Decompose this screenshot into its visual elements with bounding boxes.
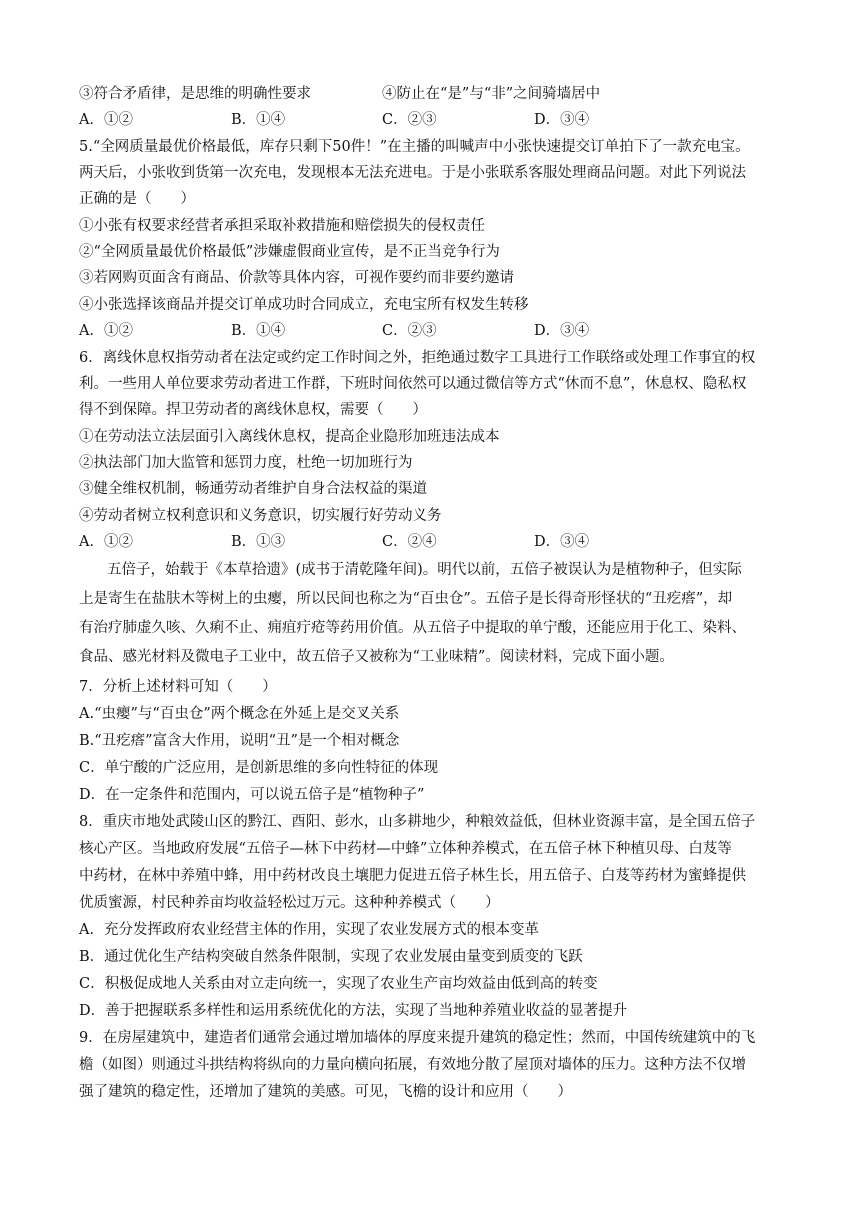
prev-option-b: B．①④ [231, 112, 286, 128]
q6-option-b: B．①③ [231, 534, 286, 550]
q6-option-c: C．②④ [382, 534, 437, 550]
q5-item-3: ③若网购页面含有商品、价款等具体内容，可视作要约而非要约邀请 [79, 270, 514, 286]
passage-line-4: 食品、感光材料及微电子工业中，故五倍子又被称为“工业味精”。阅读材料，完成下面小题。 [79, 649, 674, 665]
q6-item-1: ①在劳动法立法层面引入离线休息权，提高企业隐形加班违法成本 [79, 429, 500, 445]
q8-choice-c: C．积极促成地人关系由对立走向统一，实现了农业生产亩均效益由低到高的转变 [79, 976, 598, 992]
q9-stem-line-3: 强了建筑的稳定性，还增加了建筑的美感。可见，飞檐的设计和应用（ ） [79, 1084, 572, 1100]
q7-choice-d: D．在一定条件和范围内，可以说五倍子是“植物种子” [79, 787, 425, 803]
prev-option-a: A．①② [79, 112, 133, 128]
q9-stem-line-1: 9．在房屋建筑中，建造者们通常会通过增加墙体的厚度来提升建筑的稳定性；然而，中国传统建筑中的飞 [79, 1030, 756, 1046]
prev-option-c: C．②③ [382, 112, 437, 128]
q5-stem-line-3: 正确的是（ ） [79, 191, 195, 207]
prev-option-d: D．③④ [534, 112, 590, 128]
q8-choice-a: A．充分发挥政府农业经营主体的作用，实现了农业发展方式的根本变革 [79, 922, 539, 938]
q8-stem-line-1: 8．重庆市地处武陵山区的黔江、酉阳、彭水，山多耕地少，种粮效益低，但林业资源丰富，是全国五倍子 [79, 814, 756, 830]
passage-line-1: 五倍子，始载于《本草拾遗》(成书于清乾隆年间)。明代以前，五倍子被误认为是植物种子，但实际 [107, 562, 742, 578]
q5-item-2: ②“全网质量最优价格最低”涉嫌虚假商业宣传，是不正当竞争行为 [79, 244, 500, 260]
q7-choice-c: C．单宁酸的广泛应用，是创新思维的多向性特征的体现 [79, 760, 439, 776]
q8-choice-b: B．通过优化生产结构突破自然条件限制，实现了农业发展由量变到质变的飞跃 [79, 949, 583, 965]
q6-option-a: A．①② [79, 534, 133, 550]
q8-stem-line-3: 中药材，在林中养殖中蜂，用中药材改良土壤肥力促进五倍子林生长，用五倍子、白芨等药材为蜜蜂提供 [79, 868, 746, 884]
q6-item-2: ②执法部门加大监管和惩罚力度，杜绝一切加班行为 [79, 455, 413, 471]
q6-stem-line-3: 得不到保障。捍卫劳动者的离线休息权，需要（ ） [79, 402, 427, 418]
q5-item-1: ①小张有权要求经营者承担采取补救措施和赔偿损失的侵权责任 [79, 218, 485, 234]
q7-choice-b: B.“丑疙瘩”富含大作用，说明“丑”是一个相对概念 [79, 733, 400, 749]
q8-stem-line-2: 核心产区。当地政府发展“五倍子—林下中药材—中蜂”立体种养模式，在五倍子林下种植贝母、白芨等 [79, 841, 732, 857]
q8-stem-line-4: 优质蜜源，村民种养亩均收益轻松过万元。这种种养模式（ ） [79, 895, 500, 911]
q6-option-d: D．③④ [534, 534, 590, 550]
passage-line-3: 有治疗肺虚久咳、久痢不止、痈疽疔疮等药用价值。从五倍子中提取的单宁酸，还能应用于化工、染料、 [79, 620, 746, 636]
passage-line-2: 上是寄生在盐肤木等树上的虫瘿，所以民间也称之为“百虫仓”。五倍子是长得奇形怪状的“丑疙瘩”，却 [79, 591, 733, 607]
q5-option-d: D．③④ [534, 323, 590, 339]
q6-item-3: ③健全维权机制，畅通劳动者维护自身合法权益的渠道 [79, 481, 427, 497]
q7-stem: 7．分析上述材料可知（ ） [79, 679, 277, 695]
q6-stem-line-2: 利。一些用人单位要求劳动者进工作群，下班时间依然可以通过微信等方式“休而不息”，休息权、隐私权 [79, 376, 747, 392]
q5-option-a: A．①② [79, 323, 133, 339]
prev-item-4: ④防止在“是”与“非”之间骑墙居中 [382, 86, 601, 102]
q8-choice-d: D．善于把握联系多样性和运用系统优化的方法，实现了当地种养殖业收益的显著提升 [79, 1003, 628, 1019]
q6-item-4: ④劳动者树立权利意识和义务意识，切实履行好劳动义务 [79, 508, 442, 524]
q7-choice-a: A.“虫瘿”与“百虫仓”两个概念在外延上是交叉关系 [79, 706, 400, 722]
q5-stem-line-2: 两天后，小张收到货第一次充电，发现根本无法充进电。于是小张联系客服处理商品问题。对此下列说法 [79, 165, 746, 181]
q5-item-4: ④小张选择该商品并提交订单成功时合同成立，充电宝所有权发生转移 [79, 297, 529, 313]
q5-option-b: B．①④ [231, 323, 286, 339]
q5-option-c: C．②③ [382, 323, 437, 339]
q5-stem-line-1: 5.“全网质量最优价格最低，库存只剩下50件！”在主播的叫喊声中小张快速提交订单拍下了一款充电宝。 [79, 139, 750, 155]
q6-stem-line-1: 6．离线休息权指劳动者在法定或约定工作时间之外，拒绝通过数字工具进行工作联络或处理工作事宜的权 [79, 350, 756, 366]
q9-stem-line-2: 檐（如图）则通过斗拱结构将纵向的力量向横向拓展，有效地分散了屋顶对墙体的压力。这种方法不仅增 [79, 1057, 746, 1073]
prev-item-3: ③符合矛盾律，是思维的明确性要求 [79, 86, 311, 102]
